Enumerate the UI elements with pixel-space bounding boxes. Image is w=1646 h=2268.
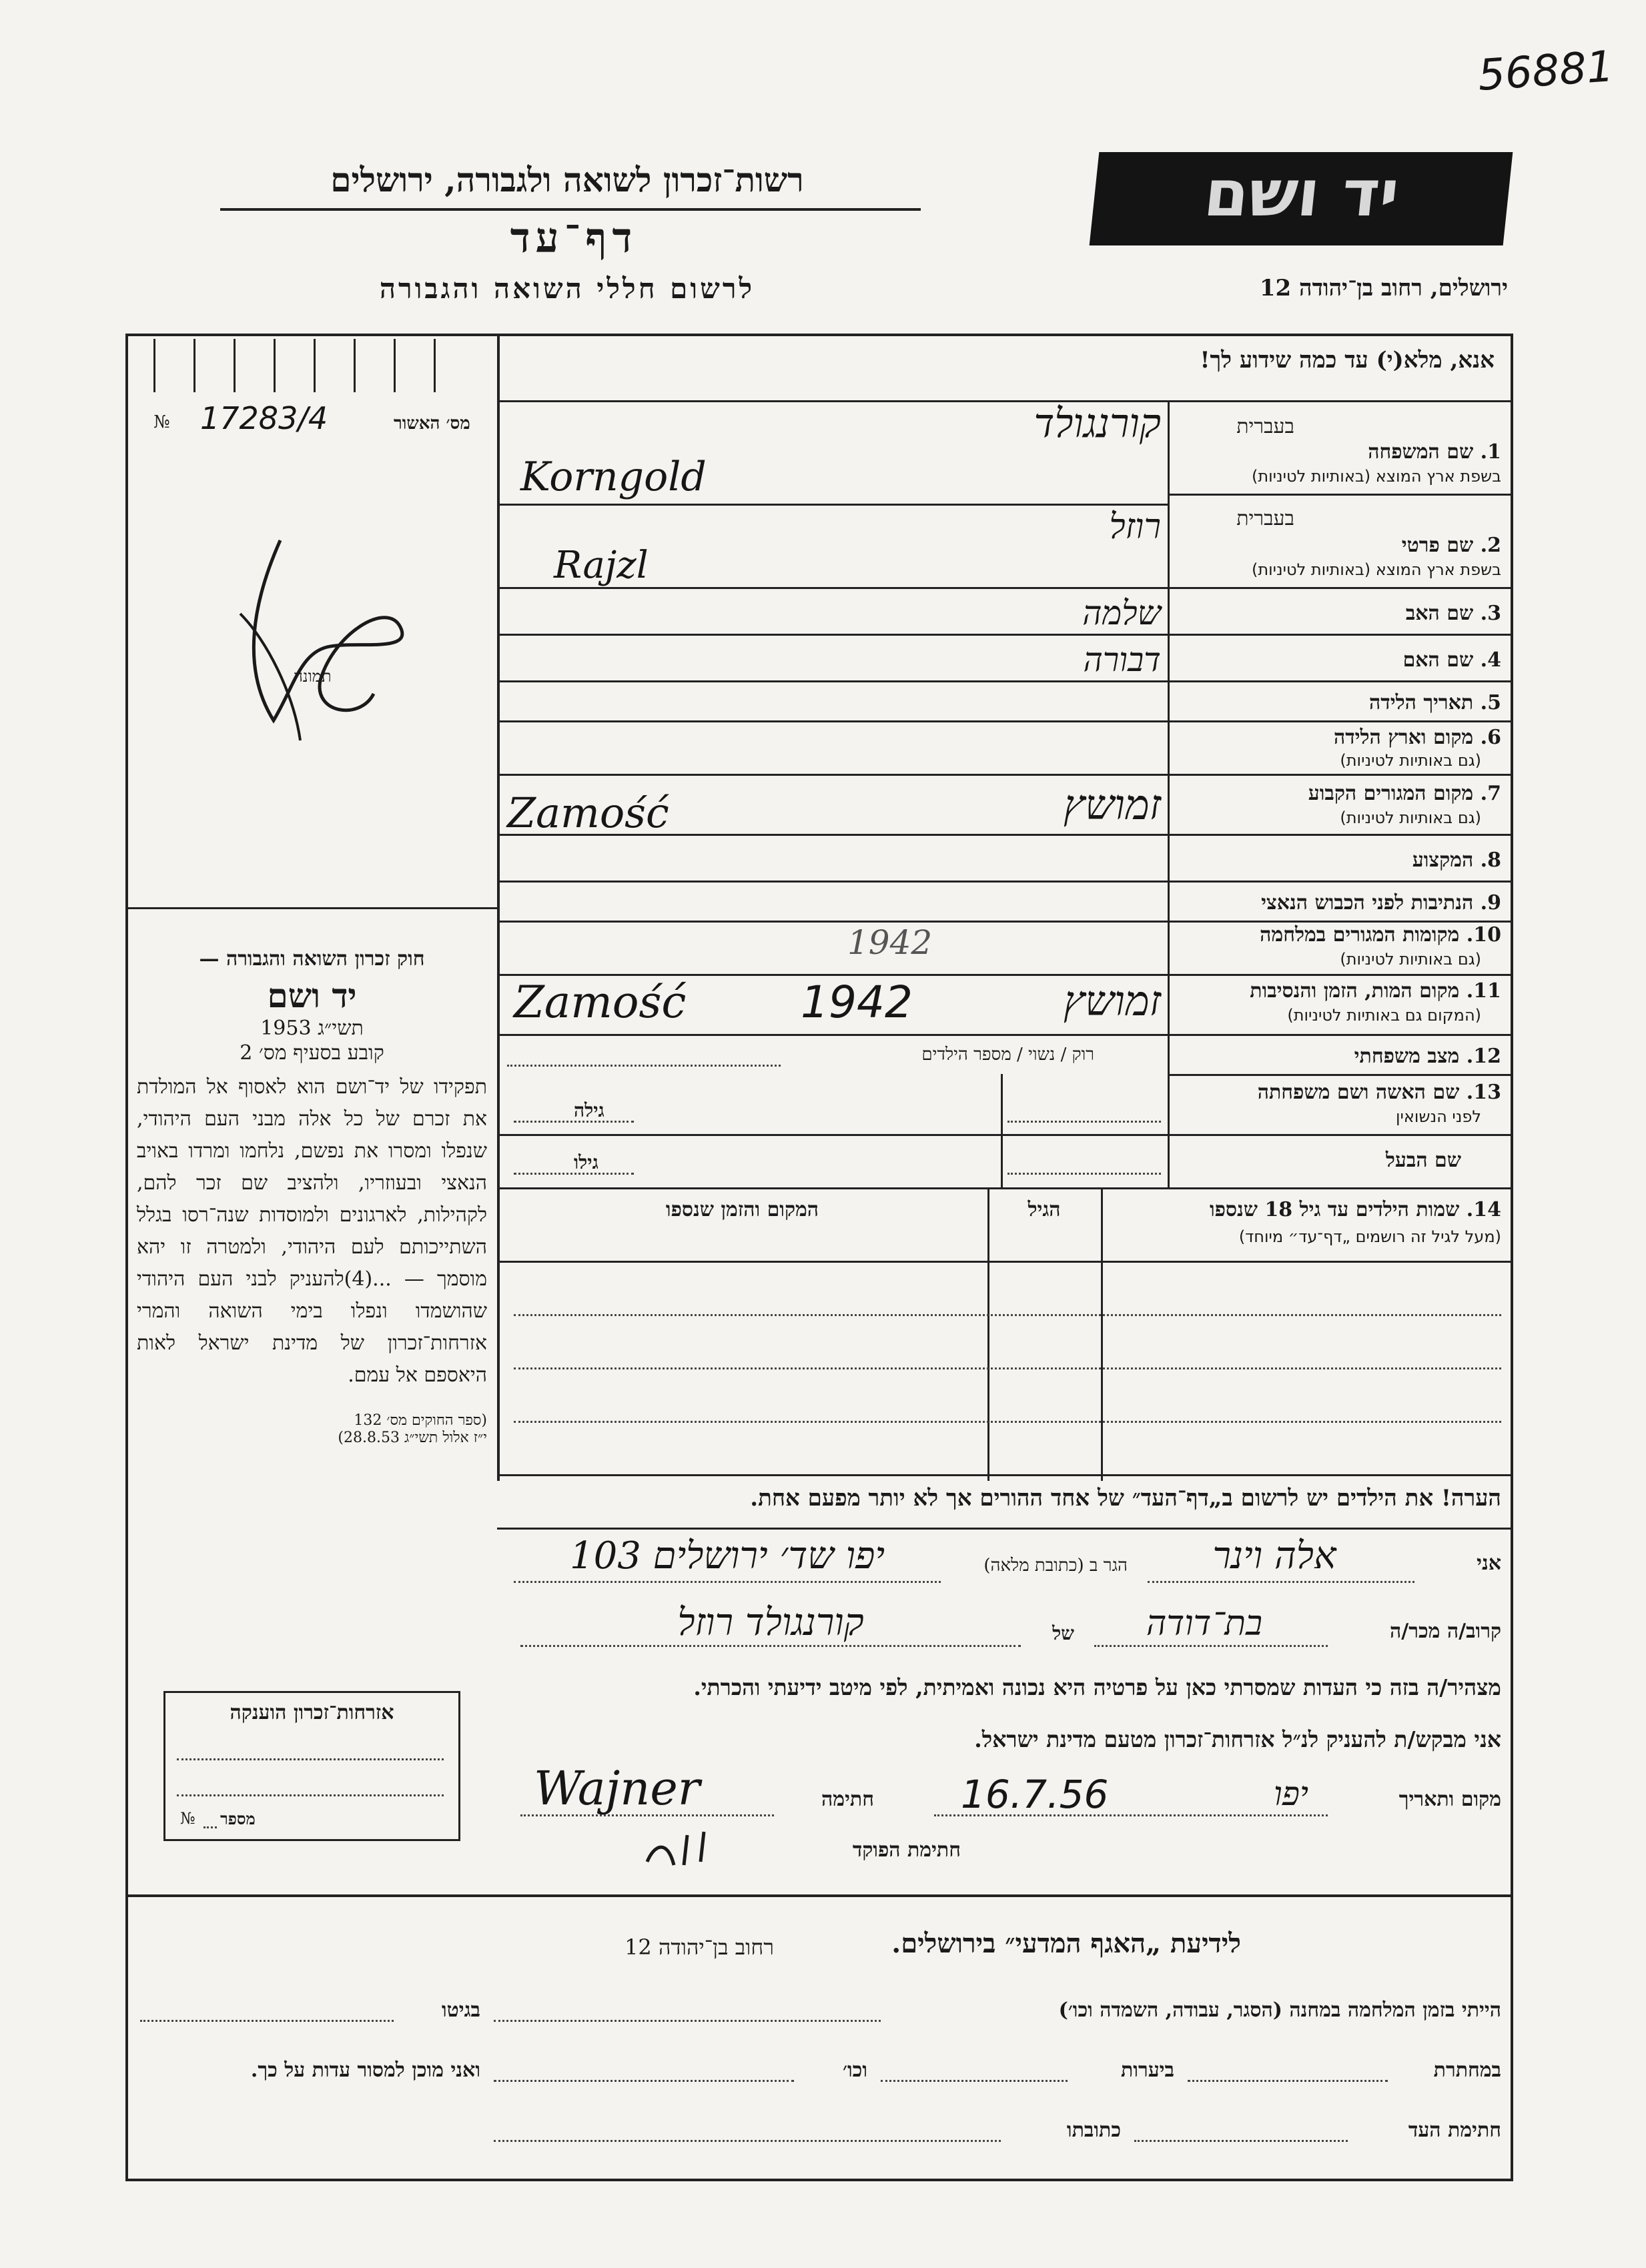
place-date-dots [934,1814,1328,1816]
f7-sub: (גם באותיות לטיניות) [1340,808,1481,827]
f2-label [1174,534,1501,557]
f7-hebrew-value: זמושץ [1063,780,1161,829]
footer-ghetto-dots [140,2020,394,2022]
relation-dots [1094,1645,1328,1647]
declarant-name-dots [1148,1581,1414,1583]
f2-hebrew-tag: בעברית [1236,507,1294,530]
row-line-2a [497,587,1168,589]
note-top-line [497,1474,1513,1476]
children-row-1 [514,1314,1501,1316]
f14-sub: (מעל לגיל זה רושמים „דף־עד״ מיוחד) [1238,1227,1501,1246]
f10-text: מקומות המגורים במלחמה [1260,923,1460,947]
f1-hebrew-tag: בעברית [1236,415,1294,438]
row-line-husband [497,1187,1513,1189]
f8-text: המקצוע [1412,848,1474,872]
f7-label [1174,782,1501,805]
form-subtitle: לרשום חללי השואה והגבורה [379,272,755,305]
f4-value: דבורה [1083,640,1161,679]
officer-mark [641,1825,721,1874]
f6-text: מקום וארץ הלידה [1333,726,1474,749]
row-line-1 [1168,494,1513,496]
f6-label [1174,726,1501,749]
archive-number: 56881 [1476,41,1615,101]
f14-num: 14. [1466,1198,1501,1221]
f1-hebrew-value: קורנגולד [1034,400,1161,447]
citizenship-number-label: מספר [220,1809,256,1828]
row-line-11 [497,1034,1513,1036]
of-name-dots [520,1645,1021,1647]
f7-text: מקום המגורים הקבוע [1308,782,1474,805]
f12-label [1174,1045,1501,1068]
f6-sub: (גם באותיות לטיניות) [1340,751,1481,770]
row-line-5 [497,720,1513,722]
row-line-3 [497,634,1513,636]
f10-sub: (גם באותיות לטיניות) [1340,950,1481,969]
f11-latin-value: Zamość [514,977,687,1028]
husband-dots [1007,1173,1161,1175]
f1-text: שם המשפחה [1368,440,1474,464]
footer-witness-sign-dots [1134,2140,1348,2142]
citizenship-title: אזרחות־זכרון הוענקה [230,1701,394,1724]
f13-age-dots [514,1121,634,1123]
f14-age-col: הגיל [1027,1198,1061,1221]
yad-vashem-logo [1090,152,1513,245]
f13-sub: לפני הנשואין [1395,1107,1481,1126]
f12-text: מצב משפחתי [1354,1045,1460,1068]
f13-divider [1001,1074,1003,1187]
f12-options: רוק / נשוי / מספר הילדים [921,1045,1094,1065]
footer-camp-label: הייתי בזמן המלחמה במחנה (הסגר, עבודה, השמדה וכו׳) [1058,1999,1501,2022]
of-label: של [1052,1622,1074,1644]
footer-witness-sign-label: חתימת העד [1408,2119,1501,2142]
f5-num: 5. [1480,691,1501,714]
f2-num: 2. [1480,534,1501,557]
law-year: תשי״ג 1953 [260,1017,364,1040]
f1-latin-value: Korngold [520,454,707,500]
request-text: אני מבקש/ת להעניק לנ״ל אזרחות־זכרון מטעם מדינת ישראל. [974,1726,1501,1752]
children-row-3 [514,1421,1501,1423]
approval-no-symbol: № [153,412,170,432]
husband-age-dots [514,1173,634,1175]
footer-etc-dots [494,2080,794,2082]
relation-value: בת־דודה [1146,1604,1263,1644]
law-ref-1: (ספר החוקים מס׳ 132 [354,1412,487,1429]
approval-label: מס׳ האשור [394,414,470,434]
declarant-address-dots [514,1581,941,1583]
f4-label [1174,648,1501,672]
husband-label: שם הבעל [1385,1149,1461,1172]
note-text: הערה! את הילדים יש לרשום ב„דף־העד״ של אחד ההורים אך לא יותר מפעם אחת. [750,1485,1501,1512]
f7-latin-value: Zamość [507,788,669,837]
f1-label [1174,440,1501,464]
husband-age-label: גילו [574,1151,598,1173]
law-name: יד ושם [267,976,357,1015]
f11-sub: (המקום גם באותיות לטיניות) [1287,1006,1481,1025]
f4-text: שם האם [1402,648,1474,672]
declarant-address: יפו שד׳ ירושלים 103 [569,1534,885,1578]
citizenship-line-1 [177,1758,444,1760]
org-underline [220,208,921,211]
declarant-i-label: אני [1477,1552,1501,1575]
law-ref-2: י״ז אלול תשי״ג 28.8.53) [338,1430,487,1446]
citizenship-no-symbol: № [180,1809,195,1828]
f12-num: 12. [1466,1045,1501,1068]
declarant-name: אלה וינר [1212,1534,1336,1578]
photo-signature-scribble [200,520,454,776]
f10-num: 10. [1466,923,1501,947]
row-line-12 [1168,1074,1513,1076]
f2-latin-value: Rajzl [554,544,649,587]
f1-sub: בשפת ארץ המוצא (באותיות לטיניות) [1252,467,1501,486]
f14-place-col: המקום והזמן שנספו [665,1198,819,1221]
form-title: דף־עד [510,213,638,262]
f13-label [1174,1081,1501,1104]
f11-year-value: 1942 [801,977,913,1028]
f11-hebrew-value: זמושץ [1063,977,1161,1025]
declarant-resides: הגר ב (כתובת מלאה) [983,1556,1128,1576]
f2-text: שם פרטי [1401,534,1474,557]
f8-num: 8. [1480,848,1501,872]
f2-sub: בשפת ארץ המוצא (באותיות לטיניות) [1252,560,1501,579]
f3-num: 3. [1480,602,1501,625]
f3-label [1174,602,1501,625]
f7-num: 7. [1480,782,1501,805]
signature-value: Wajner [534,1761,701,1816]
f13-num: 13. [1466,1081,1501,1104]
f13-age-label: גילה [574,1099,604,1121]
f12-options-dots [507,1065,781,1067]
relative-label: קרוב/ה מכר/ה [1390,1620,1501,1643]
f3-value: שלמה [1082,594,1161,632]
photo-box-bottom [125,907,497,909]
officer-label: חתימת הפוקד [852,1838,961,1862]
footer-willing-label: ואני מוכן למסור עדות על כך. [250,2059,480,2082]
logo-text: יד ושם [1200,156,1403,231]
row-line-4 [497,680,1513,682]
f14-text: שמות הילדים עד גיל 18 שנספו [1209,1198,1460,1221]
children-col-1 [987,1187,989,1481]
footer-underground-label: במחתרת [1433,2059,1501,2082]
row-line-10 [497,974,1513,976]
f10-value: 1942 [847,923,933,962]
row-line-6 [497,774,1513,776]
row-line-13 [497,1134,1513,1136]
footer-address-dots [494,2140,1001,2142]
photo-label: תמונה [294,667,332,686]
footer-address-label: כתובתו [1066,2119,1121,2142]
note-bottom-line [497,1528,1513,1530]
citizenship-line-2 [177,1794,444,1796]
footer-camp-dots [494,2020,881,2022]
f4-num: 4. [1480,648,1501,672]
footer-ghetto-label: בגיטו [441,1999,480,2022]
law-title: חוק זכרון השואה והגבורה — [199,947,425,971]
f11-label [1174,979,1501,1003]
law-box [137,947,487,1446]
children-header-line [497,1261,1513,1263]
f6-num: 6. [1480,726,1501,749]
f13-dots [1007,1121,1161,1123]
f5-label [1174,691,1501,714]
citizenship-number-dots [203,1826,217,1828]
law-body: תפקידו של יד־ושם הוא לאסוף אל המולדת את זכרם של כל אלה מבני העם היהודי, שנפלו ומסרו את נפשם, נלחמו ומרדו באויב הנאצי ובעוזריו, ולהציב שם זכר להם, לקהילות, לארגונים ולמוסדות שנה־רסו בגלל השתייכותם לעם היהודי, ולמטרה זו יהא מוסמך — ...(4)להעניק לבני העם היהודי שהושמדו ונפלו בימי השואה והמרי אזרחות־זכרון של מדינת ישראל לאות היאספם אל עמם. [137,1075,488,1387]
footer-etc-label: וכו׳ [843,2059,867,2082]
f10-label [1174,923,1501,947]
date-value: 16.7.56 [961,1772,1109,1817]
footer-underground-dots [1188,2080,1388,2082]
signature-label: חתימה [821,1788,874,1811]
org-line: רשות־זכרון לשואה ולגבורה, ירושלים [330,160,804,199]
f8-label [1174,848,1501,872]
f13-text: שם האשה ושם משפחתה [1257,1081,1460,1104]
f9-label [1174,891,1501,915]
footer-title: לידיעת „האגף המדעי״ בירושלים. [891,1928,1241,1959]
f9-text: הנתיבות לפני הכבוש הנאצי [1261,891,1474,915]
signature-dots [520,1814,774,1816]
label-column-divider [1168,400,1170,1187]
instruction-text: אנא, מלא(י) עד כמה שידוע לך! [1200,347,1495,374]
f11-num: 11. [1466,979,1501,1003]
row-line-9 [497,921,1513,923]
footer-forests-label: ביערות [1120,2059,1174,2082]
place-value: יפו [1273,1774,1309,1813]
f3-text: שם האב [1405,602,1474,625]
row-line-8 [497,881,1513,883]
row-line-1a [497,504,1168,506]
f9-num: 9. [1480,891,1501,915]
f2-hebrew-value: רוזל [1109,507,1161,547]
f1-num: 1. [1480,440,1501,464]
children-row-2 [514,1367,1501,1369]
f14-label [1108,1198,1501,1221]
children-col-2 [1101,1187,1103,1481]
approval-number: 17283/4 [200,400,328,436]
law-clause: קובע בסעיף מס׳ 2 [240,1041,384,1065]
declaration-text: מצהיר/ה בזה כי העדות שמסרתי כאן על פרטיה היא נכונה ואמיתית, לפי מיטב ידיעתי והכרתי. [693,1674,1501,1700]
left-column-divider [497,334,500,1481]
of-name-value: קורנגולד רוזל [677,1601,864,1644]
row-line-2 [1168,587,1513,589]
footer-forests-dots [881,2080,1068,2082]
f11-text: מקום המות, הזמן והנסיבות [1250,979,1460,1003]
header-address: ירושלים, רחוב בן־יהודה 12 [1259,275,1508,302]
footer-top-line [125,1894,1513,1897]
footer-address: רחוב בן־יהודה 12 [625,1934,774,1960]
place-date-label: מקום ותאריך [1398,1788,1501,1811]
f5-text: תאריך הלידה [1369,691,1474,714]
